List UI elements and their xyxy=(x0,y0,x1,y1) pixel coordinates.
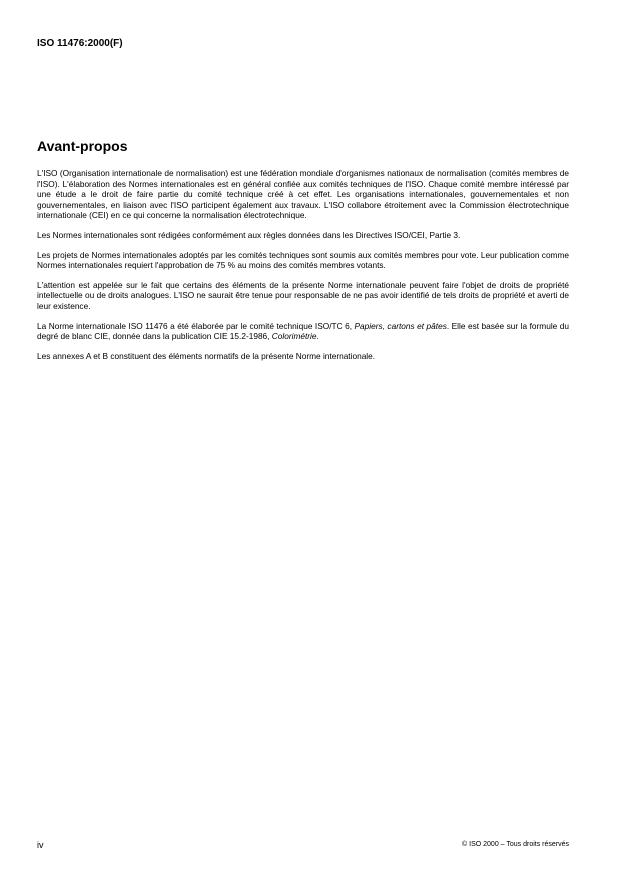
publication-title: Colorimétrie xyxy=(271,331,317,342)
document-code: ISO 11476:2000(F) xyxy=(37,38,123,49)
paragraph-voting: Les projets de Normes internationales adoptés par les comités techniques sont soumis aux comités membres pour vote. Leur publication comme Normes internationales requiert l'approbation de 75 % au moins des comités membres votants. xyxy=(37,249,569,271)
paragraph-iso-organisation: L'ISO (Organisation internationale de normalisation) est une fédération mondiale d'organismes nationaux de normalisation (comités membres de l'ISO). L'élaboration des Normes internationales est en général confiée aux comités techniques de l'ISO. Chaque comité membre intéressé par une étude a le droit de faire partie du comité technique créé à cet effet. Les organisations internationales, gouvernementales et non gouvernementales, en liaison avec l'ISO participent également aux travaux. L'ISO collabore étroitement avec la Commission électrotechnique internationale (CEI) en ce qui concerne la normalisation électrotechnique. xyxy=(37,168,569,221)
page-number: iv xyxy=(37,840,44,850)
paragraph-annexes: Les annexes A et B constituent des éléments normatifs de la présente Norme internationale. xyxy=(37,350,376,361)
paragraph-directives: Les Normes internationales sont rédigées conformément aux règles données dans les Directives ISO/CEI, Partie 3. xyxy=(37,229,461,240)
paragraph-committee xyxy=(37,321,569,342)
committee-text-3: . xyxy=(316,331,319,342)
committee-text-2: . Elle est basée sur la formule du degré de blanc CIE, donnée dans la publication CIE 15.2-1986, xyxy=(37,320,569,342)
committee-title: Papiers, cartons et pâtes xyxy=(354,320,447,331)
section-title: Avant-propos xyxy=(37,138,128,154)
copyright-notice: © ISO 2000 – Tous droits réservés xyxy=(462,841,569,848)
foreword-body xyxy=(37,168,569,370)
paragraph-patent-rights: L'attention est appelée sur le fait que certains des éléments de la présente Norme internationale peuvent faire l'objet de droits de propriété intellectuelle ou de droits analogues. L'ISO ne saurait être tenue pour responsable de ne pas avoir identifié de tels droits de propriété et averti de leur existence. xyxy=(37,279,569,311)
committee-text-1: La Norme internationale ISO 11476 a été élaborée par le comité technique ISO/TC 6, xyxy=(37,320,355,331)
